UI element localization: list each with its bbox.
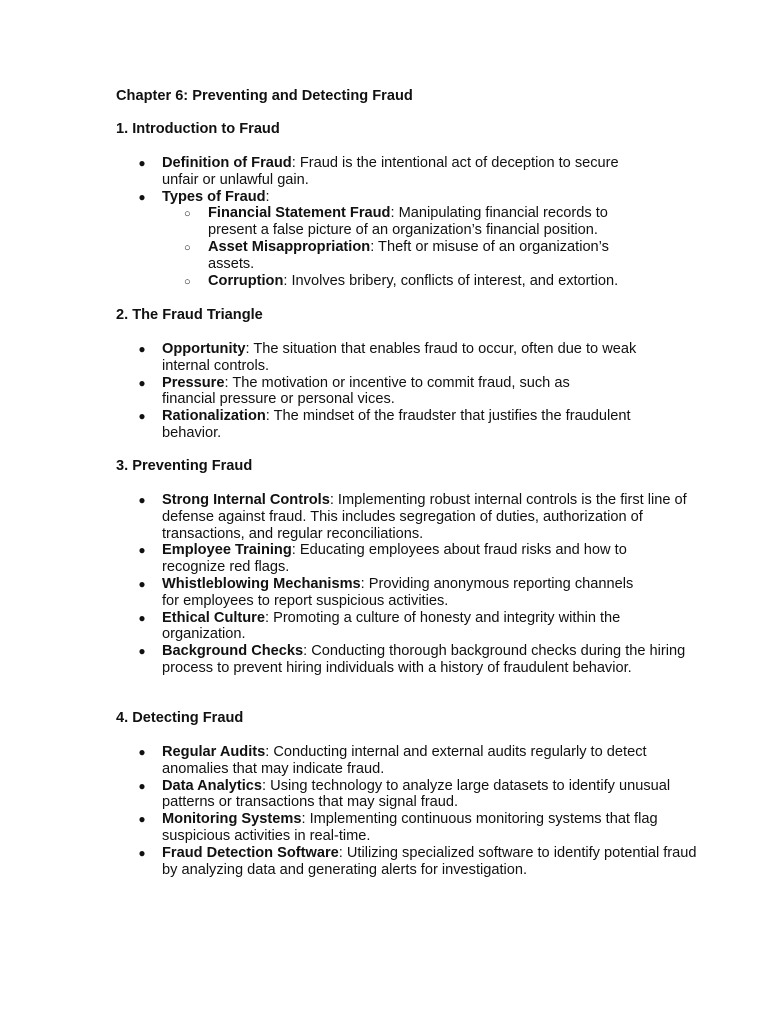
bullet-icon: ● (138, 156, 146, 170)
item-term: Whistleblowing Mechanisms (162, 575, 361, 592)
list-item (116, 341, 647, 375)
list-item (116, 375, 622, 409)
item-text: : (265, 188, 270, 205)
item-text: : The motivation or incentive to commit fraud, such as financial pressure or personal vices. (162, 374, 570, 408)
bullet-list (116, 155, 676, 289)
item-term: Fraud Detection Software (162, 844, 339, 861)
section-detecting-fraud (116, 710, 697, 878)
item-text: : Using technology to analyze large datasets to identify unusual patterns or transactions that may signal fraud. (162, 777, 671, 811)
bullet-list (116, 744, 697, 878)
bullet-icon: ● (138, 189, 146, 204)
bullet-icon: ● (138, 644, 146, 659)
bullet-list (116, 492, 687, 677)
section-preventing-fraud (116, 458, 687, 677)
item-text: : Manipulating financial records to present a false picture of an organization’s financial position. (208, 205, 608, 239)
item-text: : Conducting thorough background checks during the hiring process to prevent hiring individuals with a history of fraudulent behavior. (162, 643, 686, 676)
item-text: : Theft or misuse of an organization’s assets. (208, 238, 609, 272)
bullet-icon: ● (138, 778, 146, 793)
item-term: Strong Internal Controls (162, 492, 330, 508)
item-term: Corruption (208, 272, 284, 289)
sub-list-item (162, 239, 648, 273)
circle-bullet-icon: ○ (184, 275, 191, 288)
bullet-icon: ● (138, 576, 146, 591)
bullet-icon: ● (138, 610, 146, 625)
list-item (116, 610, 702, 644)
list-item (116, 576, 652, 610)
item-text: : Involves bribery, conflicts of interest, and extortion. (283, 272, 619, 289)
item-term: Ethical Culture (162, 609, 265, 626)
item-term: Asset Misappropriation (208, 238, 371, 255)
sub-list (162, 205, 676, 289)
bullet-icon: ● (138, 543, 146, 558)
circle-bullet-icon: ○ (184, 241, 191, 254)
list-item (116, 778, 702, 812)
item-text: : The mindset of the fraudster that justifies the fraudulent behavior. (162, 408, 631, 441)
sub-list-item (162, 273, 668, 290)
list-item (116, 845, 707, 879)
item-text: : The situation that enables fraud to occur, often due to weak internal controls. (162, 341, 637, 374)
list-item (116, 542, 692, 576)
item-term: Rationalization (162, 408, 266, 425)
sub-list-item (162, 205, 648, 239)
bullet-list (116, 341, 676, 442)
list-item (116, 492, 692, 542)
item-term: Types of Fraud (162, 188, 266, 205)
circle-bullet-icon: ○ (184, 208, 191, 221)
bullet-icon: ● (138, 342, 146, 356)
list-item (116, 811, 692, 845)
item-text: : Providing anonymous reporting channels for employees to report suspicious activities. (162, 575, 634, 609)
item-term: Monitoring Systems (162, 811, 302, 828)
section-heading: 1. Introduction to Fraud (116, 121, 280, 137)
bullet-icon: ● (138, 493, 146, 507)
section-heading: 3. Preventing Fraud (116, 458, 253, 474)
section-introduction (116, 121, 676, 289)
list-item (116, 155, 656, 189)
item-text: : Implementing robust internal controls is the first line of defense against fraud. This includes segregation of duties, authorization of transactions, and regular reconciliations. (162, 492, 687, 542)
item-term: Background Checks (162, 643, 304, 660)
item-text: : Promoting a culture of honesty and integrity within the organization. (162, 609, 621, 643)
item-term: Pressure (162, 374, 225, 391)
list-item (116, 744, 682, 778)
bullet-icon: ● (138, 812, 146, 827)
page-title: Chapter 6: Preventing and Detecting Fraud (116, 88, 413, 104)
item-term: Employee Training (162, 542, 292, 559)
list-item (116, 189, 676, 290)
section-fraud-triangle (116, 307, 676, 442)
item-term: Financial Statement Fraud (208, 205, 391, 222)
list-item (116, 408, 642, 442)
section-heading: 2. The Fraud Triangle (116, 307, 263, 323)
bullet-icon: ● (138, 409, 146, 424)
item-text: : Utilizing specialized software to identify potential fraud by analyzing data and generating alerts for investigation. (162, 844, 697, 878)
item-text: : Fraud is the intentional act of deception to secure unfair or unlawful gain. (162, 155, 619, 188)
section-heading: 4. Detecting Fraud (116, 710, 244, 726)
item-term: Definition of Fraud (162, 155, 292, 171)
item-term: Data Analytics (162, 777, 263, 794)
item-text: : Educating employees about fraud risks and how to recognize red flags. (162, 542, 627, 576)
item-term: Opportunity (162, 341, 246, 357)
bullet-icon: ● (138, 745, 146, 759)
bullet-icon: ● (138, 375, 146, 390)
list-item (116, 643, 702, 677)
item-term: Regular Audits (162, 744, 266, 760)
bullet-icon: ● (138, 845, 146, 860)
item-text: : Implementing continuous monitoring systems that flag suspicious activities in real-time. (162, 811, 658, 844)
item-text: : Conducting internal and external audits regularly to detect anomalies that may indicate fraud. (162, 744, 647, 777)
